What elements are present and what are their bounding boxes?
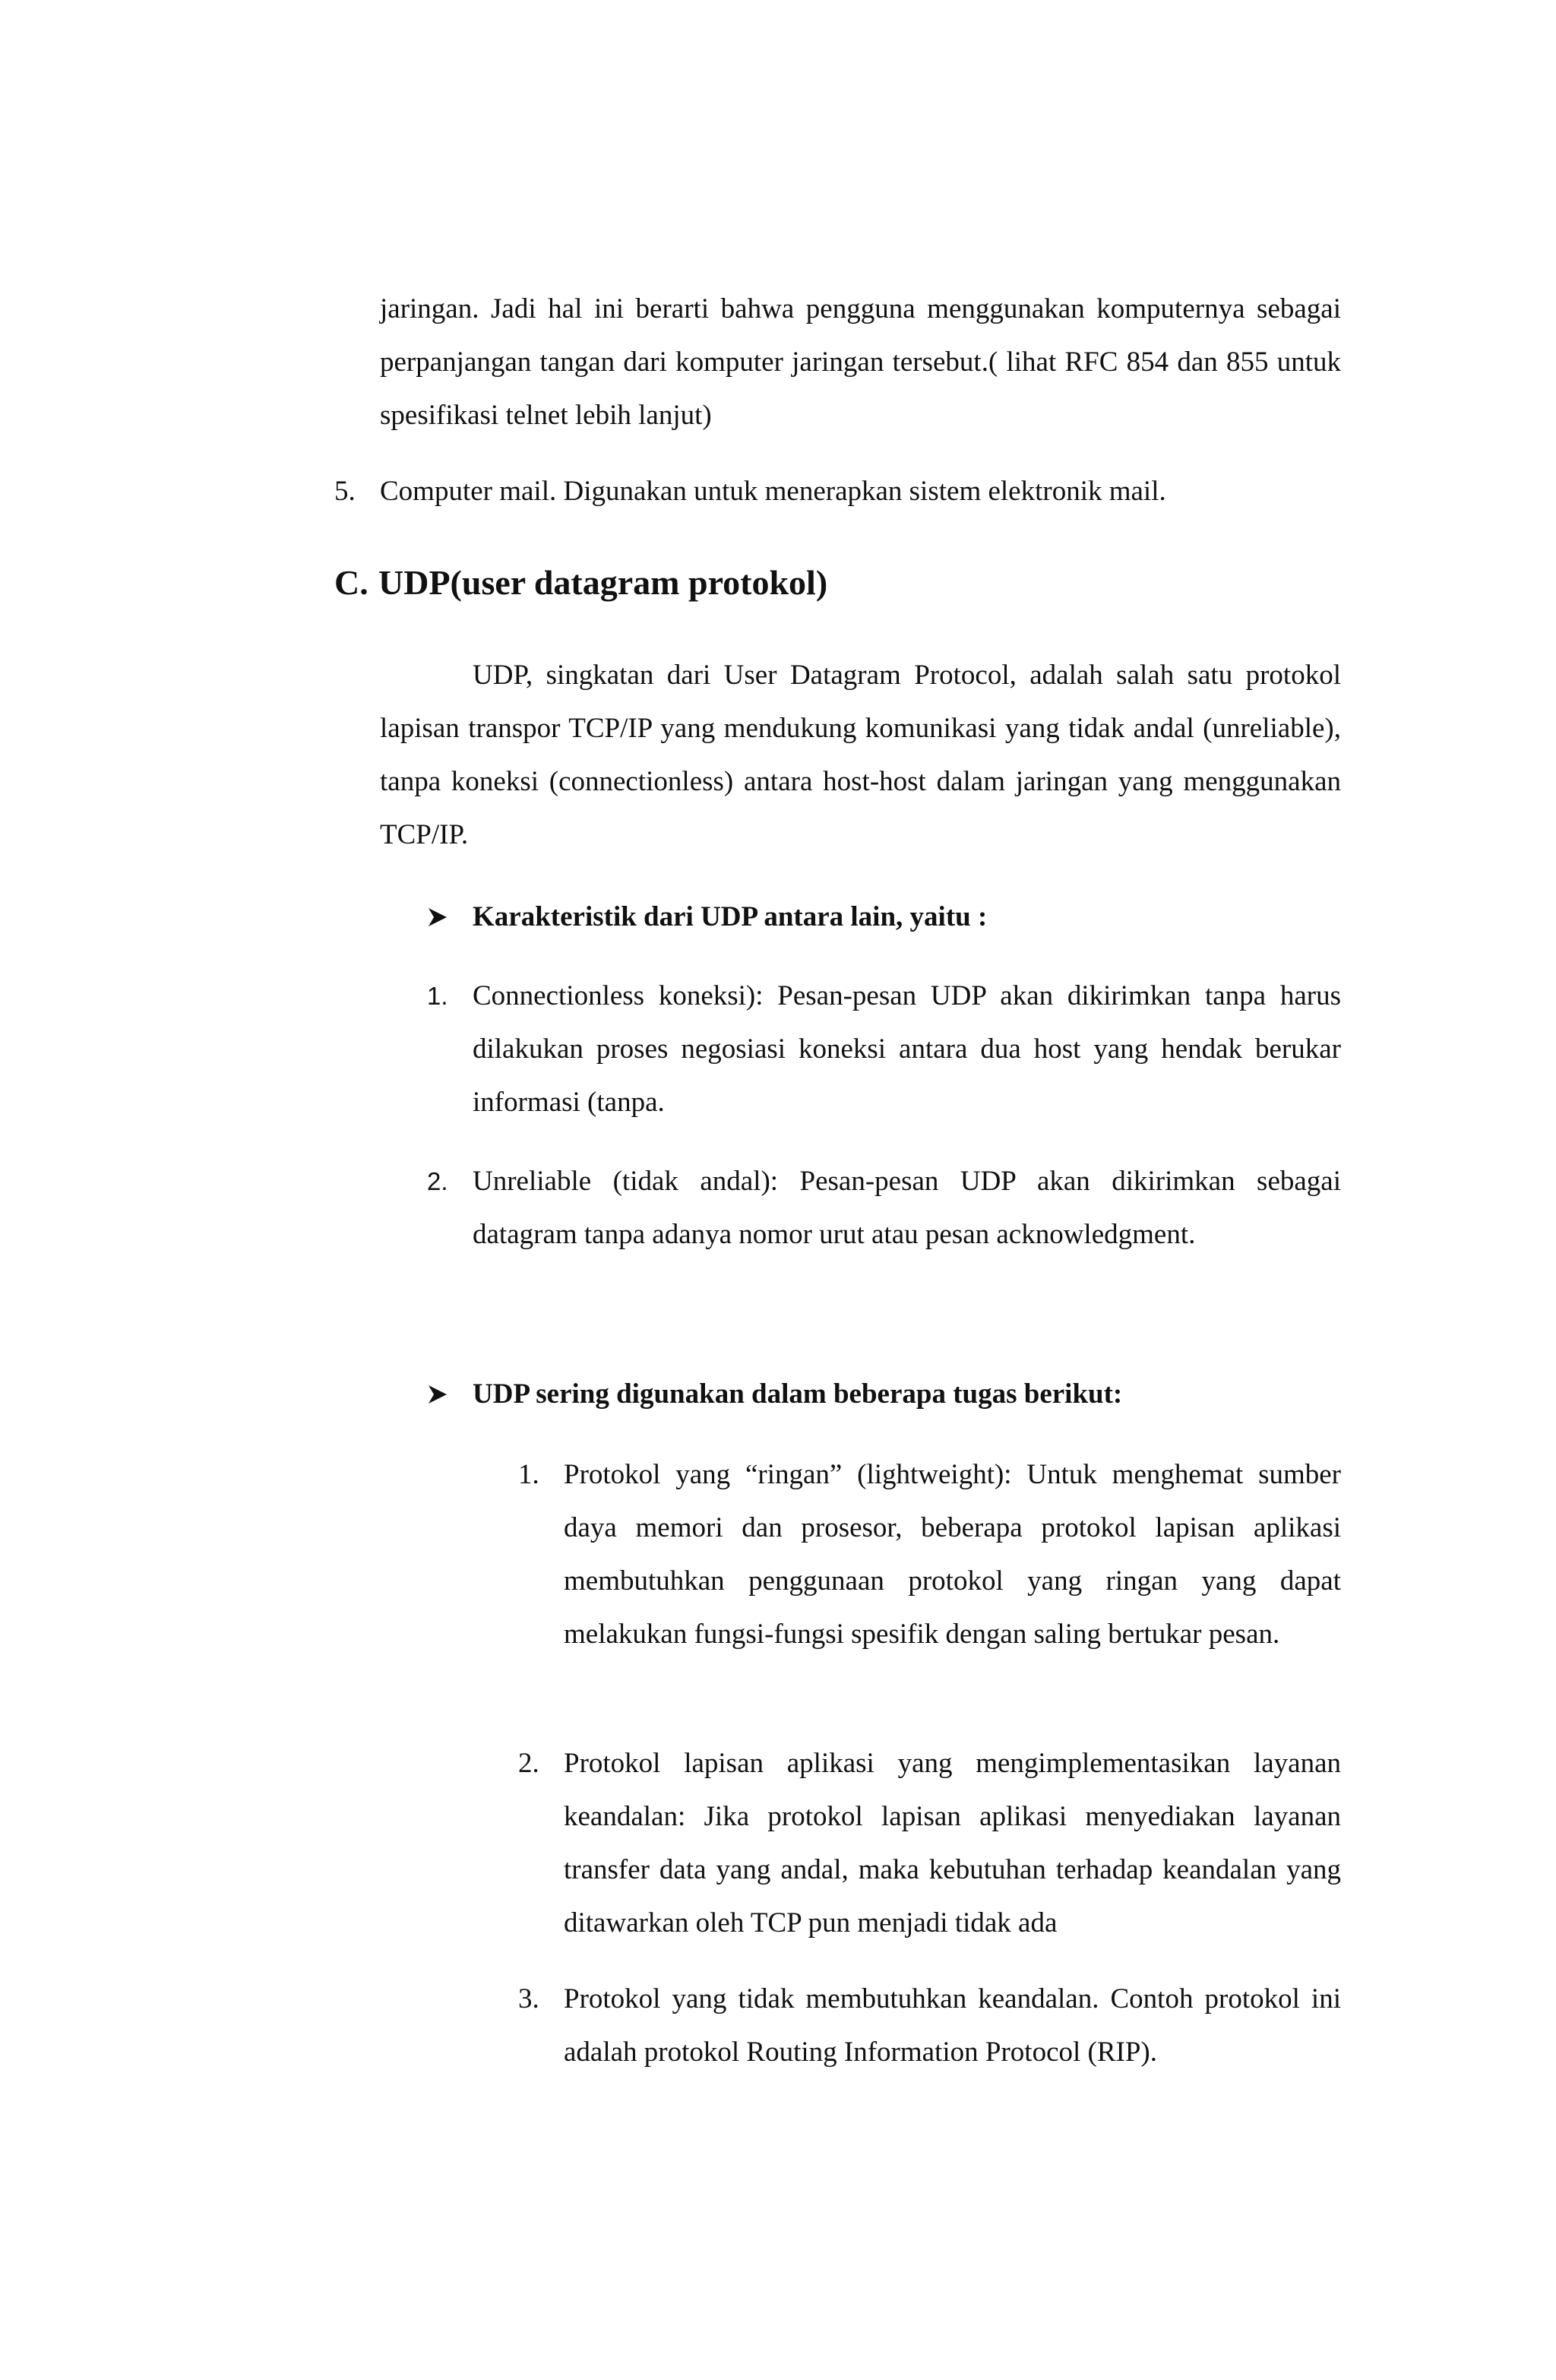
usage-number-2: 2.: [518, 1748, 539, 1779]
characteristics-item-connectionless: Connectionless koneksi): Pesan-pesan UDP akan dikirimkan tanpa harus dilakukan proses negosiasi koneksi antara dua host yang hendak berukar informasi (tanpa.: [473, 980, 1341, 1118]
characteristics-heading: Karakteristik dari UDP antara lain, yaitu :: [473, 901, 988, 932]
usage-heading: UDP sering digunakan dalam beberapa tugas berikut:: [473, 1378, 1123, 1410]
list-item-computer-mail: Computer mail. Digunakan untuk menerapkan sistem elektronik mail.: [380, 476, 1166, 507]
udp-intro-paragraph: UDP, singkatan dari User Datagram Protocol, adalah salah satu protokol lapisan transpor TCP/IP yang mendukung komunikasi yang tidak andal (unreliable), tanpa koneksi (connectionless) antara host-host dalam jaringan yang menggunakan TCP/IP.: [380, 660, 1341, 850]
section-letter: C.: [334, 563, 368, 602]
characteristics-item-unreliable: Unreliable (tidak andal): Pesan-pesan UDP akan dikirimkan sebagai datagram tanpa adanya nomor urut atau pesan acknowledgment.: [473, 1166, 1341, 1250]
characteristics-number-2: 2.: [427, 1167, 448, 1195]
usage-item-no-reliability: Protokol yang tidak membutuhkan keandalan. Contoh protokol ini adalah protokol Routing Information Protocol (RIP).: [564, 1983, 1341, 2068]
list-number-5: 5.: [334, 476, 356, 507]
characteristics-number-1: 1.: [427, 982, 448, 1010]
section-heading: [334, 556, 827, 609]
continuation-paragraph: jaringan. Jadi hal ini berarti bahwa pengguna menggunakan komputernya sebagai perpanjangan tangan dari komputer jaringan tersebut.( lihat RFC 854 dan 855 untuk spesifikasi telnet lebih lanjut): [380, 293, 1341, 431]
usage-number-3: 3.: [518, 1983, 539, 2014]
usage-number-1: 1.: [518, 1459, 539, 1490]
arrowhead-bullet-icon: [427, 907, 448, 928]
section-title: UDP(user datagram protokol): [378, 563, 828, 602]
usage-item-reliability: Protokol lapisan aplikasi yang mengimplementasikan layanan keandalan: Jika protokol lapisan aplikasi menyediakan layanan transfer data yang andal, maka kebutuhan terhadap keandalan yang ditawarkan oleh TCP pun menjadi tidak ada: [564, 1748, 1341, 1938]
usage-item-lightweight: Protokol yang “ringan” (lightweight): Untuk menghemat sumber daya memori dan prosesor, beberapa protokol lapisan aplikasi membutuhkan penggunaan protokol yang ringan yang dapat melakukan fungsi-fungsi spesifik dengan saling bertukar pesan.: [564, 1459, 1341, 1650]
arrowhead-bullet-icon: [427, 1384, 448, 1405]
